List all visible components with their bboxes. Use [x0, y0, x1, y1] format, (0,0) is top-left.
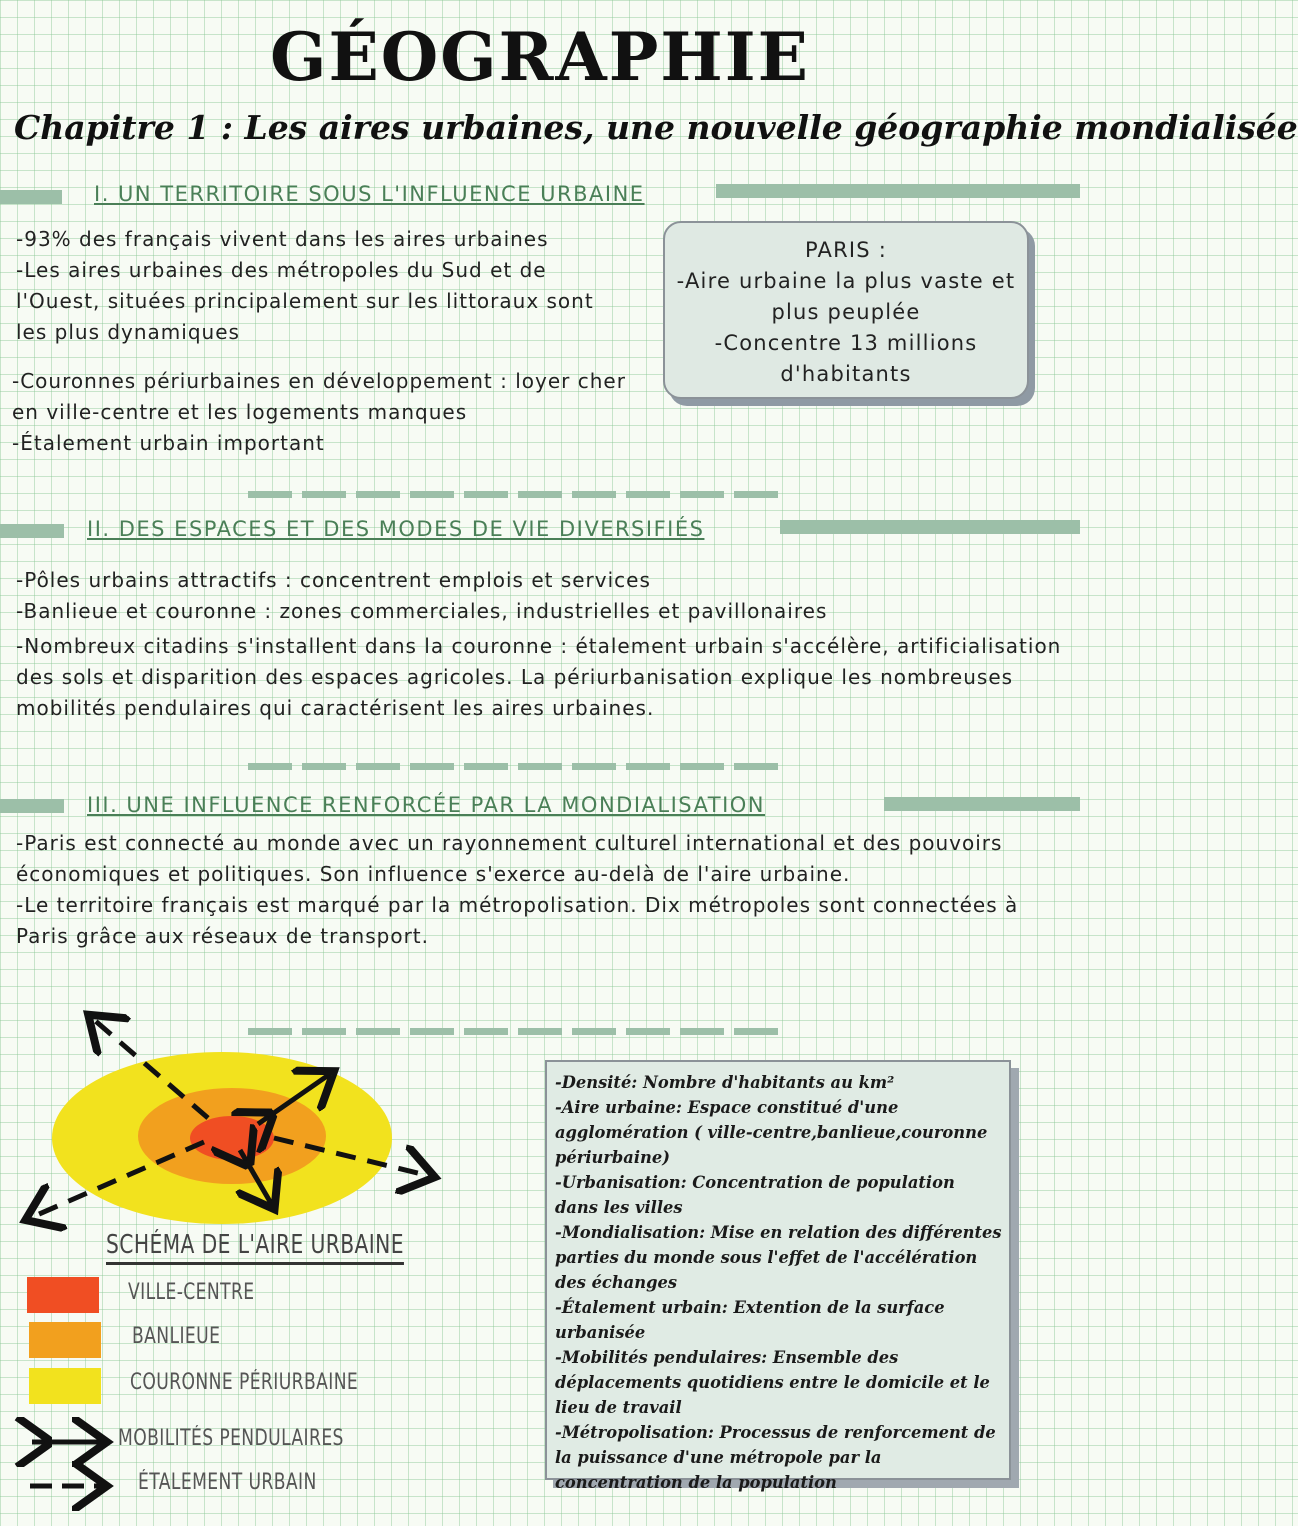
section2-text — [16, 565, 1066, 724]
definition-item: -Urbanisation: Concentration de population dans les villes — [555, 1173, 955, 1217]
section1-paragraph: -Étalement urbain important — [12, 431, 325, 455]
paris-box-line: -Aire urbaine la plus vaste et plus peuplée — [676, 269, 1016, 324]
page-title: GÉOGRAPHIE — [270, 18, 810, 96]
legend-swatch-couronne — [29, 1368, 101, 1404]
section3-bar-left — [0, 799, 64, 813]
schema-title: SCHÉMA DE L'AIRE URBAINE — [106, 1230, 404, 1265]
dashed-separator — [248, 763, 778, 770]
legend-swatch-ville-centre — [27, 1277, 99, 1313]
definition-item: -Densité: Nombre d'habitants au km² — [555, 1073, 895, 1092]
legend-label-pendulaires: MOBILITÉS PENDULAIRES — [118, 1426, 344, 1451]
definitions-box — [545, 1060, 1011, 1492]
section2-heading: II. DES ESPACES ET DES MODES DE VIE DIVERSIFIÉS — [87, 517, 705, 541]
section3-heading: III. UNE INFLUENCE RENFORCÉE PAR LA MONDIALISATION — [87, 793, 766, 817]
chapter-subtitle: Chapitre 1 : Les aires urbaines, une nouvelle géographie mondialisée — [14, 108, 1298, 147]
paris-box-line: -Concentre 13 millions d'habitants — [714, 331, 978, 386]
section1-text — [16, 224, 626, 348]
paris-box — [663, 221, 1029, 399]
section2-paragraph: -Pôles urbains attractifs : concentrent emplois et services — [16, 568, 651, 592]
paris-box-title: PARIS : — [805, 238, 887, 262]
section1-heading: I. UN TERRITOIRE SOUS L'INFLUENCE URBAINE — [94, 182, 645, 206]
legend-label: BANLIEUE — [132, 1324, 221, 1349]
section1-bar-left — [0, 190, 62, 204]
definition-item: -Mobilités pendulaires: Ensemble des déplacements quotidiens entre le domicile et le lieu de travail — [555, 1348, 990, 1417]
section1-text-2 — [12, 366, 652, 459]
dashed-separator — [248, 491, 778, 498]
definition-item: -Mondialisation: Mise en relation des différentes parties du monde sous l'effet de l'accélération des échanges — [555, 1223, 1002, 1292]
section3-paragraph: -Le territoire français est marqué par la métropolisation. Dix métropoles sont connectées à Paris grâce aux réseaux de transport. — [16, 893, 1019, 948]
definition-item: -Étalement urbain: Extention de la surface urbanisée — [555, 1298, 945, 1342]
urban-area-diagram — [0, 1000, 540, 1240]
legend-label-etalement: ÉTALEMENT URBAIN — [138, 1470, 317, 1495]
section3-paragraph: -Paris est connecté au monde avec un rayonnement culturel international et des pouvoirs économiques et politiques. Son influence s'exerce au-delà de l'aire urbaine. — [16, 831, 1003, 886]
section1-paragraph: -93% des français vivent dans les aires urbaines — [16, 227, 549, 251]
legend-label: COURONNE PÉRIURBAINE — [130, 1370, 359, 1395]
section1-paragraph: -Les aires urbaines des métropoles du Sud et de l'Ouest, situées principalement sur les littoraux sont les plus dynamiques — [16, 258, 594, 344]
definition-item: -Métropolisation: Processus de renforcement de la puissance d'une métropole par la concentration de la population — [555, 1423, 996, 1492]
section1-bar-right — [716, 184, 1080, 198]
definition-item: -Aire urbaine: Espace constitué d'une agglomération ( ville-centre,banlieue,couronne périurbaine) — [555, 1098, 988, 1167]
section1-paragraph: -Couronnes périurbaines en développement : loyer cher en ville-centre et les logements manques — [12, 369, 626, 424]
section2-paragraph: -Nombreux citadins s'installent dans la couronne : étalement urbain s'accélère, artificialisation des sols et disparition des espaces agricoles. La périurbanisation explique les nombreuses mobilités pendulaires qui caractérisent les aires urbaines. — [16, 634, 1062, 720]
section3-bar-right — [884, 797, 1080, 811]
section2-bar-right — [780, 520, 1080, 534]
arrow-legend-icons — [26, 1426, 110, 1506]
section2-bar-left — [0, 524, 64, 538]
section2-paragraph: -Banlieue et couronne : zones commerciales, industrielles et pavillonaires — [16, 599, 828, 623]
legend-label: VILLE-CENTRE — [128, 1280, 255, 1305]
section3-text — [16, 828, 1066, 952]
legend-swatch-banlieue — [29, 1322, 101, 1358]
